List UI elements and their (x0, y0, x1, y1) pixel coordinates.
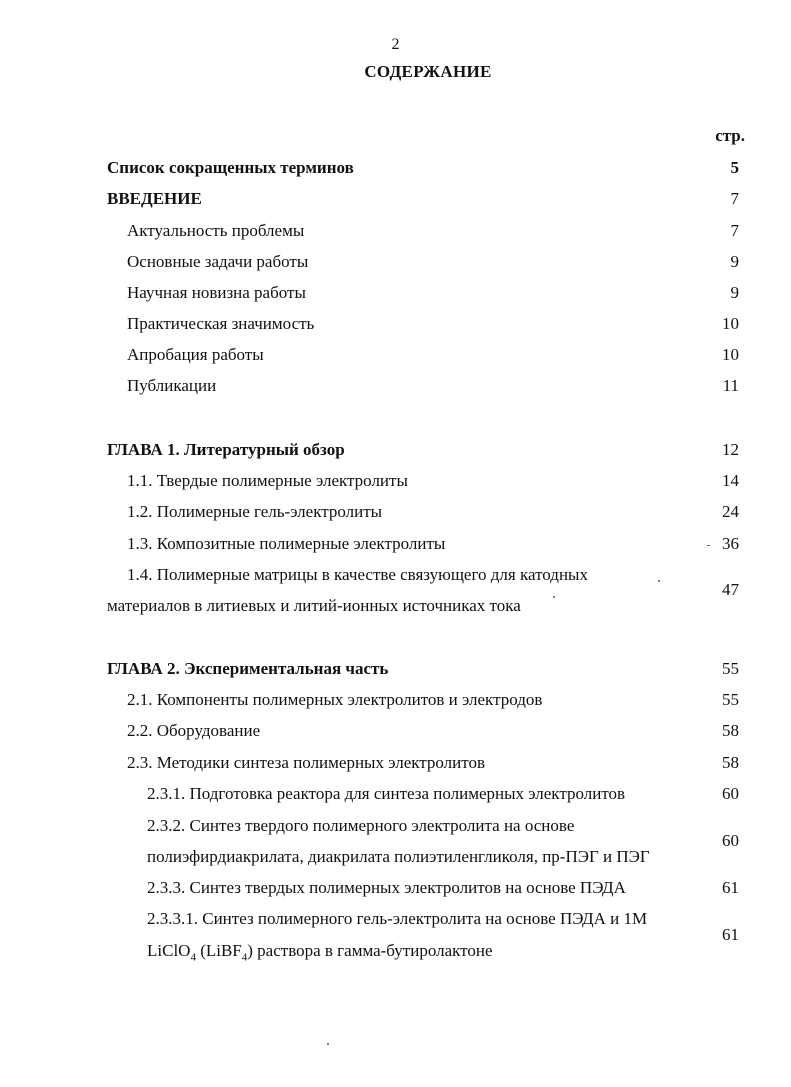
toc-entry-title: Практическая значимость (127, 314, 315, 333)
toc-entry-title: Актуальность проблемы (127, 221, 305, 240)
page-title: СОДЕРЖАНИЕ (364, 62, 492, 81)
toc-entry-title: 1.4. Полимерные матрицы в качестве связующего для катодных (127, 565, 588, 584)
toc-entry-title: 1.3. Композитные полимерные электролиты (127, 534, 446, 553)
toc-entry-title: 2.3.3.1. Синтез полимерного гель-электролита на основе ПЭДА и 1М (147, 909, 648, 928)
toc-entry-page: 12 (722, 440, 739, 459)
scan-speck (658, 580, 660, 582)
toc-entry-page: 14 (722, 471, 739, 490)
toc-entry-page: 58 (722, 721, 739, 740)
toc-entry-title: ГЛАВА 1. Литературный обзор (107, 440, 345, 459)
toc-entry-title: 1.2. Полимерные гель-электролиты (127, 502, 383, 521)
toc-entry-title: 2.3. Методики синтеза полимерных электролитов (127, 753, 485, 772)
toc-entry-title: 2.1. Компоненты полимерных электролитов и электродов (127, 690, 543, 709)
toc-entry-title: Публикации (127, 376, 217, 395)
toc-entry-page: 10 (722, 314, 739, 333)
toc-entry-page: 61 (722, 878, 739, 897)
toc-entry-page: 5 (730, 158, 739, 177)
toc-entry-title: 2.2. Оборудование (127, 721, 261, 740)
toc-entry-page: 60 (722, 831, 739, 850)
toc-entry-title-continued: LiClO$_4$ (LiBF$_4$) раствора в гамма-бутиролактоне (147, 941, 493, 964)
toc-entry-page: 11 (722, 376, 739, 395)
toc-entry-page: 61 (722, 925, 739, 944)
toc-entry-page: 10 (722, 345, 739, 364)
toc-entry-page: 36 (722, 534, 739, 553)
page-column-label: стр. (715, 126, 745, 145)
toc-entry-page: 58 (722, 753, 739, 772)
toc-entry-page: 47 (722, 580, 739, 599)
toc-entry-title-continued: полиэфирдиакрилата, диакрилата полиэтиленгликоля, пр-ПЭГ и ПЭГ (147, 847, 650, 866)
toc-entry-page: 24 (722, 502, 739, 521)
page-number: 2 (391, 36, 400, 53)
toc-entry-title: Основные задачи работы (127, 252, 309, 271)
toc-entry-title: Апробация работы (127, 345, 264, 364)
toc-entry-page: 9 (730, 252, 739, 271)
scan-speck (707, 545, 710, 546)
toc-entry-title-continued: материалов в литиевых и литий-ионных источниках тока (107, 596, 521, 615)
toc-entry-title: ВВЕДЕНИЕ (107, 189, 202, 208)
toc-entry-title: 1.1. Твердые полимерные электролиты (127, 471, 408, 490)
toc-entry-multiline (107, 909, 739, 964)
toc-entry-title: 2.3.3. Синтез твердых полимерных электролитов на основе ПЭДА (147, 878, 626, 897)
toc-entry-title: ГЛАВА 2. Экспериментальная часть (107, 659, 389, 678)
scan-speck (553, 596, 555, 598)
toc-entry-page: 7 (730, 221, 739, 240)
toc-entry-page: 55 (722, 690, 739, 709)
toc-entry-title: Научная новизна работы (127, 283, 306, 302)
toc-entry-title: Список сокращенных терминов (107, 158, 354, 177)
toc-entry-page: 60 (722, 784, 739, 803)
toc-entry-title: 2.3.2. Синтез твердого полимерного электролита на основе (147, 816, 575, 835)
toc-entry-title: 2.3.1. Подготовка реактора для синтеза полимерных электролитов (147, 784, 626, 803)
toc-entry-page: 9 (730, 283, 739, 302)
toc-entry-multiline (107, 816, 739, 868)
toc-entry-multiline (107, 565, 739, 617)
toc-entry-page: 55 (722, 659, 739, 678)
toc-entry-page: 7 (730, 189, 739, 208)
scan-speck (327, 1043, 329, 1045)
